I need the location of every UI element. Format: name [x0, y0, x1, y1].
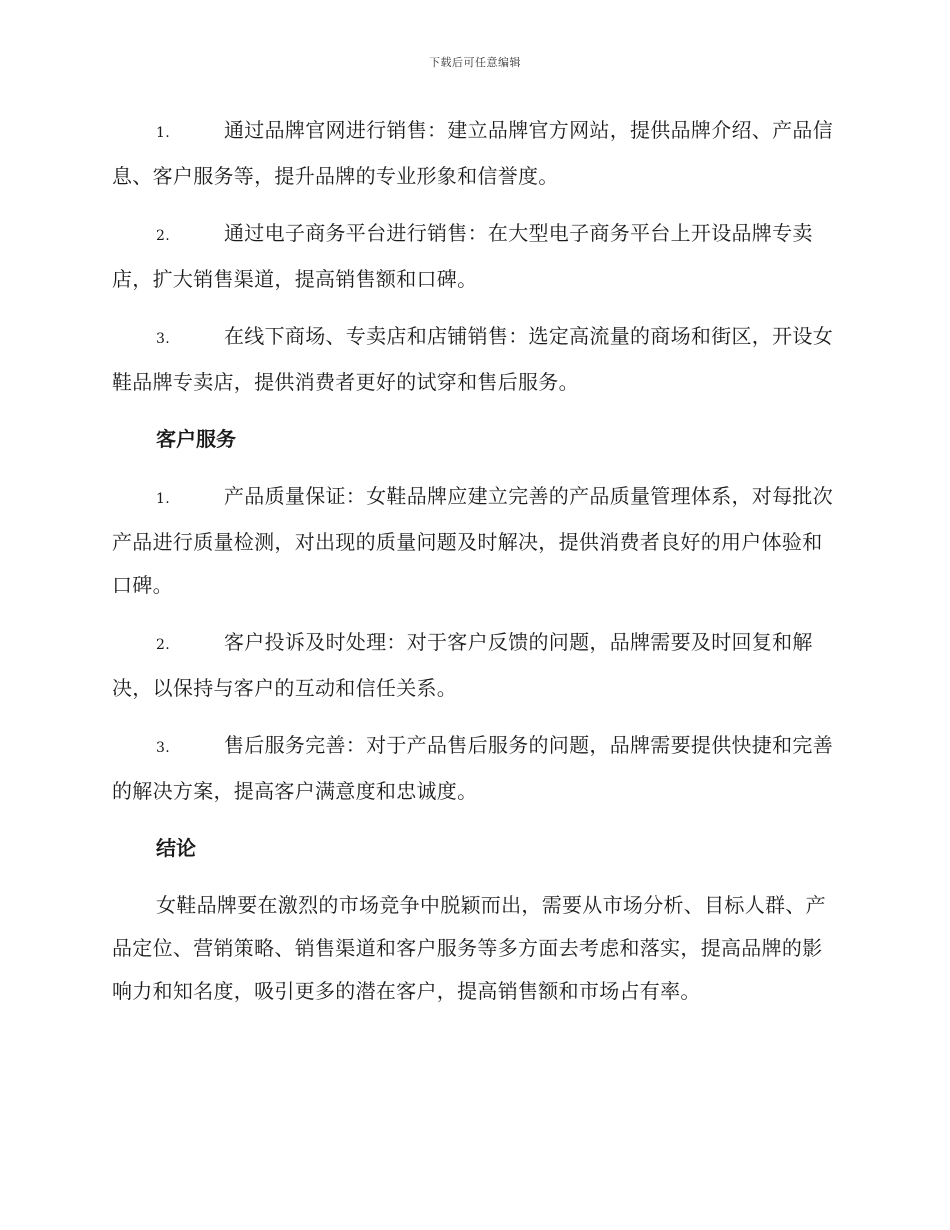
- section-heading-customer-service: 客户服务: [156, 427, 236, 451]
- service-item-3: [112, 724, 837, 813]
- service-item-1: [112, 475, 837, 607]
- list-number: 3.: [156, 740, 170, 756]
- list-item-text: 产品质量保证：女鞋品牌应建立完善的产品质量管理体系，对每批次产品进行质量检测，对出现的质量问题及时解决，提供消费者良好的用户体验和口碑。: [112, 484, 833, 597]
- list-number: 3.: [156, 331, 170, 347]
- list-item-text: 售后服务完善：对于产品售后服务的问题，品牌需要提供快捷和完善的解决方案，提高客户满意度和忠诚度。: [112, 733, 833, 803]
- service-item-2: [112, 621, 837, 710]
- page-header: 下载后可任意编辑: [429, 56, 521, 69]
- sales-item-1: [112, 109, 837, 198]
- list-number: 2.: [156, 228, 170, 244]
- list-item-text: 在线下商场、专卖店和店铺销售：选定高流量的商场和街区，开设女鞋品牌专卖店，提供消费者更好的试穿和售后服务。: [112, 324, 833, 394]
- section-heading-conclusion: 结论: [156, 836, 196, 860]
- list-item-text: 客户投诉及时处理：对于客户反馈的问题，品牌需要及时回复和解决，以保持与客户的互动和信任关系。: [112, 630, 813, 700]
- list-item-text: 通过品牌官网进行销售：建立品牌官方网站，提供品牌介绍、产品信息、客户服务等，提升品牌的专业形象和信誉度。: [112, 118, 833, 188]
- list-item-text: 通过电子商务平台进行销售：在大型电子商务平台上开设品牌专卖店，扩大销售渠道，提高销售额和口碑。: [112, 221, 813, 291]
- sales-item-3: [112, 315, 837, 404]
- document-body: [112, 109, 837, 1027]
- list-number: 1.: [156, 125, 170, 141]
- sales-item-2: [112, 212, 837, 301]
- list-number: 2.: [156, 637, 170, 653]
- conclusion-paragraph: 女鞋品牌要在激烈的市场竞争中脱颖而出，需要从市场分析、目标人群、产品定位、营销策略、销售渠道和客户服务等多方面去考虑和落实，提高品牌的影响力和知名度，吸引更多的潜在客户，提高销售额和市场占有率。: [112, 893, 826, 1003]
- list-number: 1.: [156, 491, 170, 507]
